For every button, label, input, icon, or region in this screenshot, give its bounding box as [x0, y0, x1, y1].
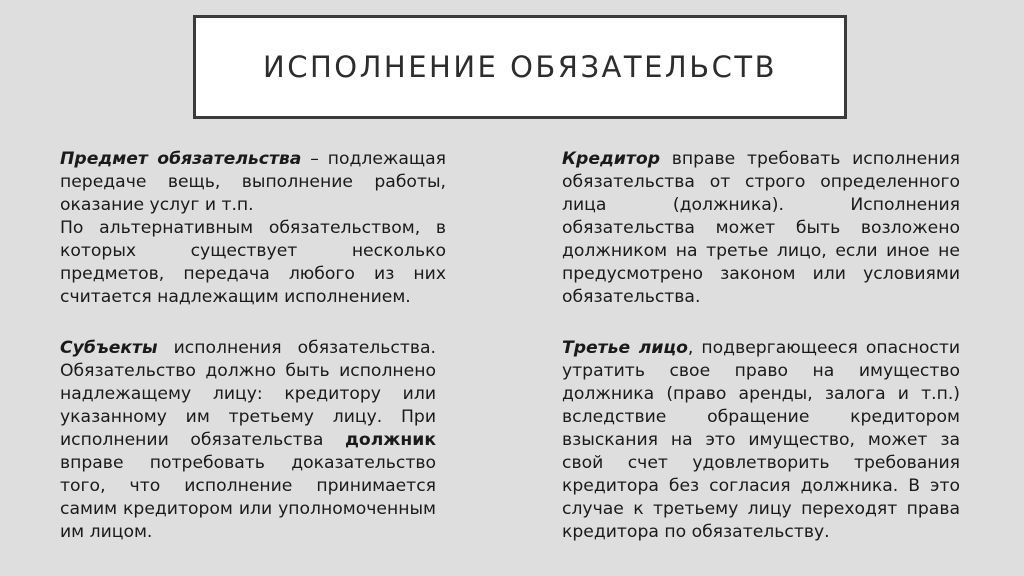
subjects-paragraph [60, 337, 436, 544]
creditor-block [562, 148, 960, 309]
subjects-term: Субъекты [60, 338, 158, 358]
page-title: ИСПОЛНЕНИЕ ОБЯЗАТЕЛЬСТВ [263, 50, 777, 84]
subject-of-obligation-block [60, 148, 446, 309]
debtor-word: должник [345, 430, 436, 450]
title-box [193, 15, 847, 119]
subjects-text-2: вправе потребовать доказательство того, что исполнение принимается самим кредитором или уполномоченным им лицом. [60, 453, 436, 542]
third-party-text: , подвергающееся опасности утратить свое право на имущество должника (право аренды, залога и т.п.) вследствие обращение кредитором взыскания на это имущество, может за свой счет удовлетворить требования кредитора без согласия должника. В это случае к третьему лицу переходят права кредитора по обязательству. [562, 338, 960, 542]
third-party-paragraph [562, 337, 960, 544]
creditor-paragraph [562, 148, 960, 309]
subject-paragraph [60, 148, 446, 217]
subject-term: Предмет обязательства [60, 149, 302, 169]
creditor-text: вправе требовать исполнения обязательства от строго определенного лица (должника). Исполнения обязательства может быть возложено должником на третье лицо, если иное не предусмотрено законом или условиями обязательства. [562, 149, 960, 307]
third-party-block [562, 337, 960, 544]
subjects-block [60, 337, 436, 544]
creditor-term: Кредитор [562, 149, 661, 169]
alternative-paragraph: По альтернативным обязательством, в которых существует несколько предметов, передача любого из них считается надлежащим исполнением. [60, 218, 446, 307]
third-party-term: Третье лицо [562, 338, 688, 358]
subjects-text-1: исполнения обязательства. Обязательство должно быть исполнено надлежащему лицу: кредитору или указанному им третьему лицу. При исполнении обязательства [60, 338, 436, 450]
subject-text: – подлежащая передаче вещь, выполнение работы, оказание услуг и т.п. [60, 149, 446, 215]
